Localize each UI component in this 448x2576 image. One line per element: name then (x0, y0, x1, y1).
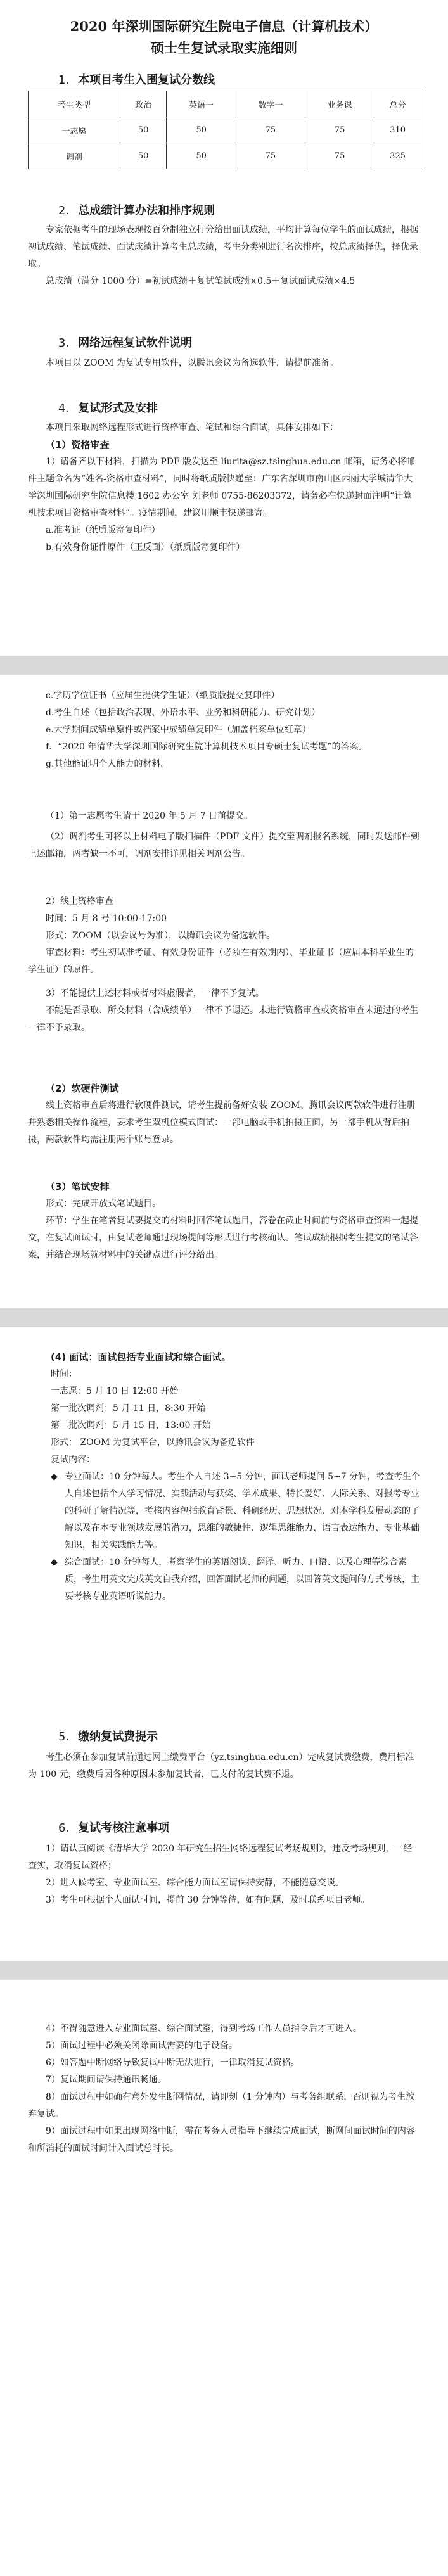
list-item: e.大学期间成绩单原件或档案中成绩单复印件（加盖档案单位红章） (46, 725, 311, 735)
subsection-heading: （3）笔试安排 (46, 1181, 110, 1192)
table-cell: 50 (167, 143, 236, 169)
table-header-row (29, 91, 421, 117)
section-heading-1 (58, 71, 215, 87)
bullet-item (51, 1554, 425, 1605)
formula: 总成绩（满分 1000 分）=初试成绩＋复试笔试成绩×0.5＋复试面试成绩×4.5 (46, 276, 355, 286)
section-title: 复试形式及安排 (78, 402, 158, 415)
paragraph: 时间：5 月 8 号 10:00-17:00 (46, 914, 167, 924)
paragraph: 不能是否录取、所交材料（含成绩单）一律不予退还。未进行资格审查或资格审查未通过的考生一律不予录取。 (28, 1005, 418, 1033)
table-row (29, 143, 421, 169)
paragraph: （1）第一志愿考生请于 2020 年 5 月 7 日前提交。 (46, 811, 253, 821)
written-test (28, 1178, 421, 1264)
list-item: 4）不得随意进入专业面试室、综合面试室，得到考场工作人员指令后才可进入。 (46, 2024, 362, 2034)
paragraph: （2）调剂考生可将以上材料电子版扫描件（PDF 文件）提交至调剂报名系统，同时发送邮件到上述邮箱，两者缺一不可，调剂安排详见相关调剂公告。 (28, 832, 419, 859)
section-3-body (28, 355, 421, 372)
section-title: 本项目考生入围复试分数线 (78, 73, 215, 87)
table-header-cell: 业务课 (305, 91, 374, 117)
section-number: 6. (58, 1821, 70, 1835)
submission-notes (28, 808, 421, 863)
paragraph: 形式：完成开放式笔试题目。 (46, 1199, 161, 1209)
list-item: 6）如答题中断网络导致复试中断无法进行，一律取消复试资格。 (46, 2058, 300, 2068)
document-subtitle: 硕士生复试录取实施细则 (151, 40, 297, 56)
paragraph: 审查材料：考生初试准考证、有效身份证件（必须在有效期内）、毕业证书（应届本科毕业生的学生证）的原件。 (28, 948, 414, 975)
bullet-item (51, 1469, 425, 1554)
subsection-heading: （2）软硬件测试 (46, 1083, 119, 1094)
list-item: 7）复试期间请保持通讯畅通。 (46, 2075, 167, 2085)
list-item: d.考生自述（包括政治表现、外语水平、业务和科研能力、研究计划） (46, 708, 321, 718)
paragraph: 时间： (51, 1369, 77, 1379)
table-row (29, 117, 421, 143)
schedule-item: 第一批次调剂：5 月 11 日，8:30 开始 (51, 1403, 205, 1413)
table-header-cell: 数学一 (236, 91, 305, 117)
list-item: 1）请认真阅读《清华大学 2020 年研究生招生网络远程复试考场规则》，违反考场规则，一经查实，取消复试资格； (28, 1844, 413, 1871)
list-item: 5）面试过程中必须关闭除面试需要的电子设备。 (46, 2041, 238, 2051)
section-heading-5 (58, 1728, 158, 1744)
table-cell: 调剂 (29, 143, 120, 169)
document-page-3 (0, 1327, 448, 1961)
list-item: a.准考证（纸质版寄复印件） (46, 525, 160, 535)
section-heading-2 (58, 201, 215, 218)
paragraph: 形式：ZOOM（以会议号为准），以腾讯会议为备选软件。 (46, 931, 276, 941)
paragraph: 形式： ZOOM 为复试平台，以腾讯会议为备选软件 (51, 1438, 255, 1448)
paragraph: 线上资格审查后将进行软硬件测试，请考生提前备好安装 ZOOM、腾讯会议两款软件进行注册并熟悉相关操作流程，要求考生双机位模式面试：一部电脑或手机拍摄正面，另一部手机从背后拍摄，两款软件均需注册两个账号登录。 (28, 1100, 416, 1145)
section-title: 复试考核注意事项 (78, 1821, 170, 1835)
table-cell: 75 (305, 143, 374, 169)
section-number: 1. (58, 73, 70, 87)
table-cell: 一志愿 (29, 117, 120, 143)
paragraph: 2）线上资格审查 (46, 896, 113, 907)
materials-list (28, 687, 421, 773)
paragraph: 考生必须在参加复试前通过网上缴费平台（yz.tsinghua.edu.cn）完成复试费缴费，费用标准为 100 元，缴费后因各种原因未参加复试者，已支付的复试费不退。 (28, 1752, 414, 1780)
table-header-cell: 考生类型 (29, 91, 120, 117)
list-item: 8）面试过程中如确有意外发生断网情况，请即刻（1 分钟内）与考务组联系，否则视为考生放弃复试。 (28, 2092, 415, 2119)
table-cell: 75 (236, 143, 305, 169)
table-header-cell: 政治 (120, 91, 167, 117)
list-item: 2）进入候考室、专业面试室、综合能力面试室请保持安静，不能随意交谈。 (46, 1878, 344, 1888)
document-title: 2020 年深圳国际研究生院电子信息（计算机技术） (70, 18, 378, 34)
section-5-body (28, 1749, 421, 1783)
document-page-2 (0, 675, 448, 1308)
section-heading-3 (58, 334, 192, 350)
schedule-item: 一志愿：5 月 10 日 12:00 开始 (51, 1386, 179, 1396)
paragraph: 本项目以 ZOOM 为复试专用软件，以腾讯会议为备选软件，请提前准备。 (46, 358, 338, 368)
score-threshold-table (28, 91, 421, 169)
table-header-cell: 英语一 (167, 91, 236, 117)
table-cell: 75 (305, 117, 374, 143)
section-heading-4 (58, 399, 158, 416)
notes-continued (28, 2020, 421, 2157)
paragraph: 环节：学生在笔者复试要提交的材料时回答笔试题目，答卷在截止时间前与资格审查资料一起提交，在复试面试时，由复试老师通过现场提问等形式进行考核确认。笔试成绩根据考生提交的笔试答案，并结合现场就材料中的关键点进行评分给出。 (28, 1216, 418, 1260)
list-item: f．“2020 年清华大学深圳国际研究生院计算机技术项目专硕士复试考题”的答案。 (46, 742, 368, 752)
section-title: 总成绩计算办法和排序规则 (78, 204, 215, 217)
document-page-4 (0, 1980, 448, 2576)
hardware-test (28, 1080, 421, 1149)
section-number: 3. (58, 336, 70, 350)
section-title: 网络远程复试软件说明 (78, 336, 193, 350)
section-4-body (28, 419, 421, 556)
table-cell: 50 (120, 117, 167, 143)
list-item: 9）面试过程中如果出现网络中断，需在考务人员指导下继续完成面试，断网间面试时间的内容和所消耗的面试时间计入面试总时长。 (28, 2126, 415, 2153)
bullet-text: 综合面试：10 分钟每人，考察学生的英语阅读、翻译、听力、口语、以及心理等综合素质，考生用英文完成英文自我介绍，回答面试老师的问题，以回答英文提问的方式考核，主要考核专业英语听说能力。 (65, 1557, 419, 1602)
list-item: 3）考生可根据个人面试时间，提前 30 分钟等待，如有问题，及时联系项目老师。 (46, 1895, 370, 1905)
table-cell: 325 (374, 143, 421, 169)
online-review (28, 893, 421, 1036)
section-number: 4. (58, 402, 70, 415)
section-title: 缴纳复试费提示 (78, 1730, 158, 1744)
document-page-1 (0, 0, 448, 656)
paragraph: 本项目采取网络远程形式进行资格审查、笔试和综合面试，具体安排如下： (46, 423, 338, 433)
table-cell: 75 (236, 117, 305, 143)
paragraph: 1）请备齐以下材料，扫描为 PDF 版发送至 liurita@sz.tsinghua.edu.cn 邮箱，请务必将邮件主题命名为“姓名-资格审查材料”，同时将纸质版快递至：广东省深圳市南山区西丽大学城清华大学深圳国际研究生院信息楼 1602 办公室 刘老师 0755-86203372，请务必在快递封面注明“计算机技术项目资格审查材料”。疫情期间，建议用顺丰快递邮寄。 (28, 457, 415, 518)
schedule-item: 第二批次调剂：5 月 15 日，13:00 开始 (51, 1420, 211, 1431)
table-cell: 50 (167, 117, 236, 143)
list-item: b.有效身份证件原件（正反面）（纸质版寄复印件） (46, 542, 245, 552)
bullet-diamond-icon: ◆ (51, 1472, 58, 1482)
paragraph: 3）不能提供上述材料或者材料虚假者，一律不予复试。 (46, 988, 264, 998)
subsection-heading: （1）资格审查 (46, 439, 110, 450)
bullet-text: 专业面试：10 分钟每人。考生个人自述 3~5 分钟，面试老师提问 5~7 分钟，考查考生个人自述包括个人学习情况、实践活动与获奖、学术成果、特长爱好、人际关系、对报考专业的科研了解情况等，考核内容包括教育背景、科研经历、思想状况、对本学科发展动态的了解以及在本专业领域发展的潜力，思维的敏捷性、逻辑思维能力、语言表达能力、专业基础知识，相关实践能力等。 (65, 1472, 421, 1550)
table-header-cell: 总分 (374, 91, 421, 117)
section-number: 5. (58, 1730, 70, 1744)
list-item: g.其他能证明个人能力的材料。 (46, 759, 170, 769)
table-cell: 310 (374, 117, 421, 143)
section-heading-6 (58, 1819, 169, 1835)
table-cell: 50 (120, 143, 167, 169)
interview-section (51, 1349, 425, 1605)
list-item: c.学历学位证书（应届生提供学生证）（纸质版提交复印件） (46, 691, 280, 701)
section-2-body (28, 222, 421, 290)
paragraph: 专家依据考生的现场表现按百分制独立打分给出面试成绩，平均计算每位学生的面试成绩，根据初试成绩、笔试成绩、面试成绩计算考生总成绩，考生分类别进行名次排序，按总成绩择优，择优录取。 (28, 225, 418, 269)
section-6-body (28, 1840, 421, 1909)
bullet-diamond-icon: ◆ (51, 1557, 58, 1567)
section-number: 2. (58, 204, 70, 217)
subsection-heading: (4) 面试：面试包括专业面试和综合面试。 (51, 1351, 231, 1363)
paragraph: 复试内容： (51, 1455, 95, 1465)
